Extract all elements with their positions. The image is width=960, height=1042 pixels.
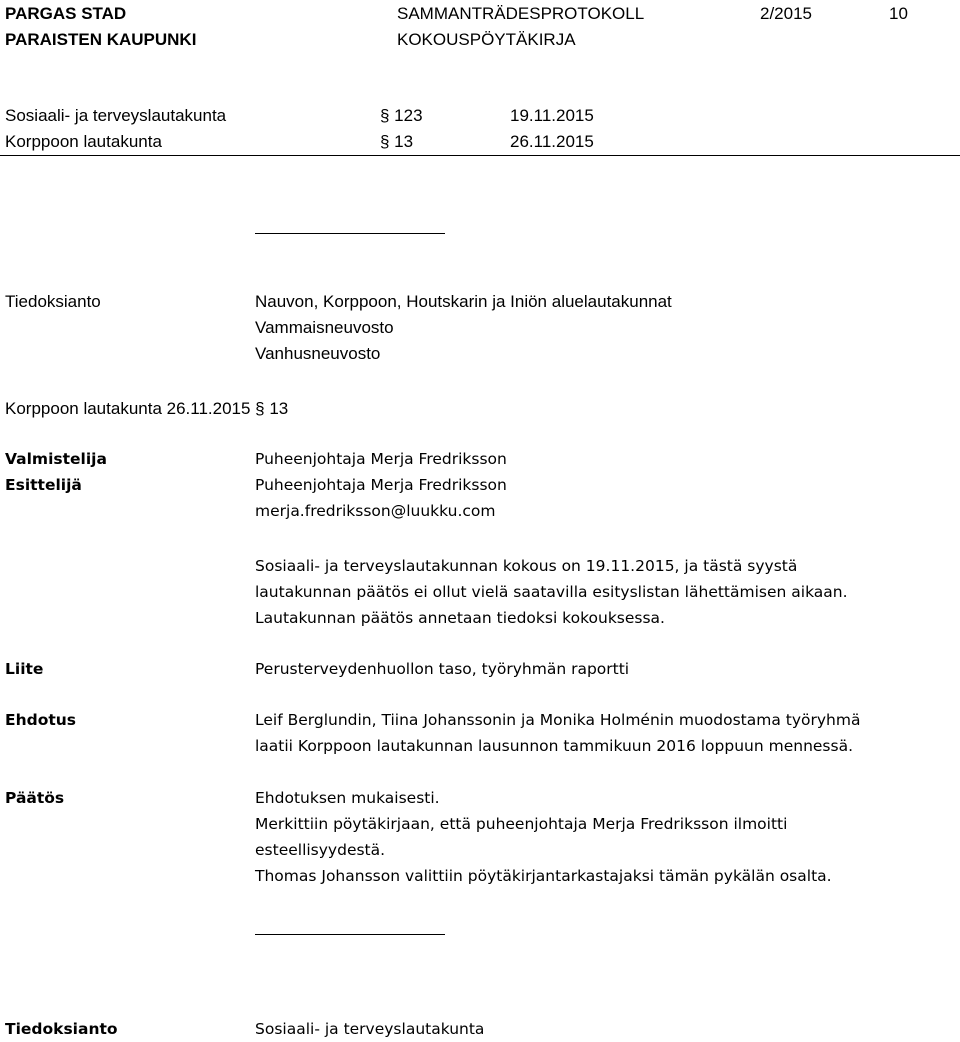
header-rule xyxy=(0,155,960,156)
proposal-line: laatii Korppoon lautakunnan lausunnon tammikuun 2016 loppuun mennessä. xyxy=(255,737,854,755)
notice-label-top: Tiedoksianto xyxy=(5,292,101,311)
meeting-body-1: Sosiaali- ja terveyslautakunta xyxy=(5,106,227,125)
meeting-body-2: Korppoon lautakunta xyxy=(5,132,162,151)
meeting-section-2: § 13 xyxy=(380,132,414,151)
decision-line: Thomas Johansson valittiin pöytäkirjantarkastajaksi tämän pykälän osalta. xyxy=(255,867,832,885)
meeting-date-2: 26.11.2015 xyxy=(510,132,594,151)
item-heading: Korppoon lautakunta 26.11.2015 § 13 xyxy=(5,399,289,418)
section-separator-bottom xyxy=(255,934,445,935)
meeting-date-1: 19.11.2015 xyxy=(510,106,594,125)
org-name-sv: PARGAS STAD xyxy=(5,4,127,23)
section-separator-top xyxy=(255,233,445,234)
doc-type-sv: SAMMANTRÄDESPROTOKOLL xyxy=(397,4,645,23)
doc-type-fi: KOKOUSPÖYTÄKIRJA xyxy=(397,30,576,49)
presenter-label: Esittelijä xyxy=(5,476,82,494)
presenter-name: Puheenjohtaja Merja Fredriksson xyxy=(255,476,507,494)
notice-label-bottom: Tiedoksianto xyxy=(5,1020,118,1038)
attachment-label: Liite xyxy=(5,660,44,678)
intro-line: Lautakunnan päätös annetaan tiedoksi kokouksessa. xyxy=(255,609,665,627)
preparer-label: Valmistelija xyxy=(5,450,107,468)
page-number: 10 xyxy=(889,4,908,23)
notice-recipient-bottom: Sosiaali- ja terveyslautakunta xyxy=(255,1020,485,1038)
doc-number: 2/2015 xyxy=(760,4,812,23)
decision-line: Ehdotuksen mukaisesti. xyxy=(255,789,440,807)
contact-email: merja.fredriksson@luukku.com xyxy=(255,502,496,520)
preparer-name: Puheenjohtaja Merja Fredriksson xyxy=(255,450,507,468)
intro-line: lautakunnan päätös ei ollut vielä saatavilla esityslistan lähettämisen aikaan. xyxy=(255,583,848,601)
meeting-section-1: § 123 xyxy=(380,106,423,125)
decision-line: esteellisyydestä. xyxy=(255,841,386,859)
notice-recipient-2: Vammaisneuvosto xyxy=(255,318,394,337)
notice-recipient-3: Vanhusneuvosto xyxy=(255,344,381,363)
decision-line: Merkittiin pöytäkirjaan, että puheenjohtaja Merja Fredriksson ilmoitti xyxy=(255,815,788,833)
proposal-label: Ehdotus xyxy=(5,711,77,729)
attachment-text: Perusterveydenhuollon taso, työryhmän raportti xyxy=(255,660,630,678)
proposal-line: Leif Berglundin, Tiina Johanssonin ja Monika Holménin muodostama työryhmä xyxy=(255,711,861,729)
intro-line: Sosiaali- ja terveyslautakunnan kokous on 19.11.2015, ja tästä syystä xyxy=(255,557,798,575)
decision-label: Päätös xyxy=(5,789,65,807)
org-name-fi: PARAISTEN KAUPUNKI xyxy=(5,30,197,49)
notice-recipient-1: Nauvon, Korppoon, Houtskarin ja Iniön aluelautakunnat xyxy=(255,292,672,311)
